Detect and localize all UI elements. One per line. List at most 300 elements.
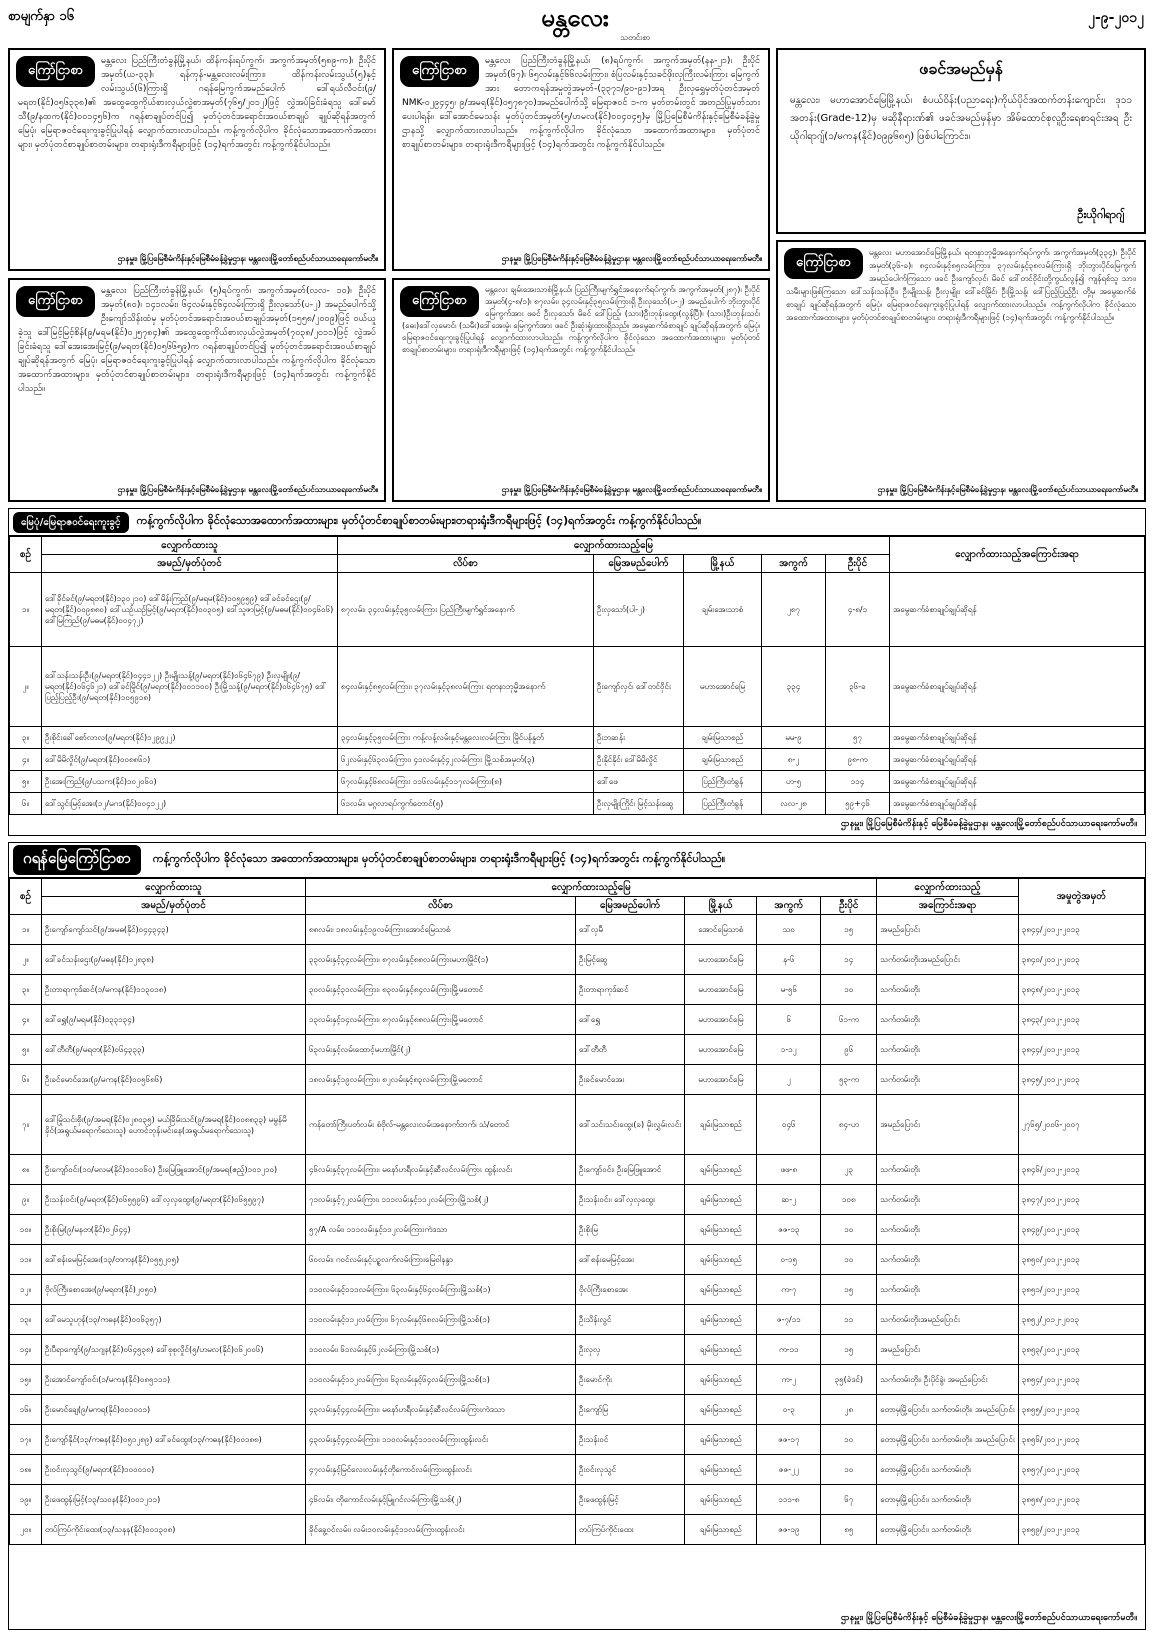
cell-addr: ၆၁လမ်း၊ မဂ္ဂလာရပ်ကွက်တောင်(၅) — [338, 793, 594, 815]
cell-block: က-၂ — [757, 1365, 821, 1395]
cell-township: ချမ်းမြသာစည် — [685, 1095, 757, 1155]
notice-signature: ဌာနမှူး၊ မြို့ပြမြေစီမံကိန်းနှင့်မြေစီမံခန့်ခွဲမှုဌာန၊ မန္တလေးမြို့တော်စည်ပင်သာယာရေးကော်မတီ။ — [501, 485, 762, 494]
cell-owner: ဒေါ်သင်းသင်းထွေး(ခ) မိုးလွှမ်းလင်း — [576, 1095, 685, 1155]
cell-no: ၁။ — [10, 573, 42, 647]
cell-no: ၁၅။ — [10, 1365, 42, 1395]
col-header-plot: ဦးပိုင် — [821, 897, 877, 915]
cell-file: ၃၈၅၂/၂၀၁၂-၂၀၁၃ — [1018, 1305, 1144, 1335]
table-row — [10, 793, 1145, 815]
cell-reason: တောမှမြို့ပြောင်း၊ သက်တမ်းတိုး — [877, 1455, 1019, 1485]
table-row — [10, 1245, 1145, 1275]
cell-file: ၃၈၅၄/၂၀၁၂-၂၀၁၃ — [1018, 1365, 1144, 1395]
cell-no: ၁၀။ — [10, 1215, 42, 1245]
cell-addr: ခိုင်ခွေ့ဝင်လမ်း၊ လမ်း၁၀လမ်းနှင့်၁၁လမ်းကြားထွန်းလင်း — [306, 1515, 576, 1545]
cell-township: မဟာအောင်မြေ — [684, 647, 762, 727]
map-copy-table — [9, 536, 1145, 815]
cell-addr: ၄၇လမ်းနှင့်မြင်လေးလမ်းနှင့်တိုကောင်လမ်းကြားထွန်းလင်း — [306, 1455, 576, 1485]
notice-signature: ဌာနမှူး၊ မြို့ပြမြေစီမံကိန်းနှင့်မြေစီမံခန့်ခွဲမှုဌာန၊ မန္တလေးမြို့တော်စည်ပင်သာယာရေးကော်မတီ။ — [877, 485, 1138, 494]
notice-box-4 — [392, 278, 770, 502]
cell-plot: ၄-၈/၁ — [826, 573, 890, 647]
cell-no: ၆။ — [10, 793, 42, 815]
cell-township: ချမ်းမြသာစည် — [685, 1275, 757, 1305]
cell-plot: ၆၇ — [821, 1485, 877, 1515]
cell-applicant: ဦးစိုးမြ(၉/မနတ(နိုင်)၀၂၆၄၄) — [42, 1215, 306, 1245]
cell-no: ၁၄။ — [10, 1335, 42, 1365]
cell-block: ၂ — [757, 1065, 821, 1095]
cell-file: ၃၈၅၆/၂၀၁၂-၂၀၁၃ — [1018, 1425, 1144, 1455]
col-header-owner: မြေအမည်ပေါက် — [576, 897, 685, 915]
cell-reason: တောမှမြို့ပြောင်း၊ သက်တမ်းတိုး၊ အမည်ပြောင်း — [877, 1395, 1019, 1425]
cell-applicant: ဒေါ်သန်းသန်းဦး(၉/မရတ(နိုင်)၀၄၄၁၂၂) ဦးမျိုးသန့်(၉/မရတ(နိုင်)၀၆၄၆၇၉) ဦးလှမျိုး(၉/မရတ(နိုင်)၀၆၄၆၂၁) ဒေါ်ခင်မြိုင်(၉/မရတ(နိုင်)၀၀၁၁၀၀) ဦးမြို့သန့်(၉/မရတ(နိုင်)၀၆၄၆၇၅) ဒေါ်ပြည့်ပြည့်ဦး(၉/မရတ(နိုင်)၁၀၅၉၁၈) — [42, 647, 338, 727]
cell-no: ၈။ — [10, 1155, 42, 1185]
col-header-block: အကွက် — [757, 897, 821, 915]
cell-block: ဝ-၁၅ — [757, 1245, 821, 1275]
table-row — [10, 975, 1145, 1005]
cell-township: ချမ်းမြသာစည် — [685, 1365, 757, 1395]
cell-addr: ၄၆လမ်းနှင့်၃၇လမ်းကြား၊ မနော်ဟရီလမ်းနှင့်ဆီလင်လမ်းကြား ထွန်းလင်း — [306, 1155, 576, 1185]
cell-township: ချမ်းမြသာစည် — [685, 1155, 757, 1185]
col-header-applicant: လျှောက်ထားသူ — [42, 537, 338, 555]
notice-box-1 — [8, 48, 386, 271]
masthead-logo — [500, 2, 650, 40]
col-header-reason-sub: အကြောင်းအရာ — [877, 897, 1019, 915]
cell-block: န-၆ — [757, 945, 821, 975]
col-header-file: အမှုတွဲအမှတ် — [1018, 879, 1144, 915]
cell-no: ၁၇။ — [10, 1425, 42, 1455]
cell-addr: ၄၆လမ်း၊ တိုကောင်လမ်းနှင့်မြူဂင်လမ်းကြားမြို့သစ်(၂) — [306, 1485, 576, 1515]
section-banner: ကန့်ကွက်လိုပါက ခိုင်လုံသောအထောက်အထားများ၊ မှတ်ပုံတင်စာချုပ်စာတမ်းများ၊တရားရုံးဒီကရီများဖြင့် (၁၄)ရက်အတွင်း ကန့်ကွက်နိုင်ပါသည်။ — [136, 514, 702, 527]
cell-block: ဇဇ-၁၇ — [757, 1425, 821, 1455]
table-row — [10, 1095, 1145, 1155]
cell-plot: ၅၃-က — [821, 1065, 877, 1095]
cell-no: ၄။ — [10, 1005, 42, 1035]
cell-applicant: ဦးတာရာကုဒ်ဆင်(၁/မကန(နိုင်)၁၁၃၀၁၈) — [42, 975, 306, 1005]
cell-addr: ၆၃လမ်းနှင့်လမ်းထောင့်မဟာမြိုင်(၂) — [306, 1035, 576, 1065]
cell-addr: ၄၃လမ်းနှင့်၄၄လမ်းကြား၊ ၁၁၀လမ်းနှင့်၁၁၁လမ်းကြားထွန်းလင်း — [306, 1425, 576, 1455]
cell-block: ဇဇ-၁၉ — [757, 1515, 821, 1545]
cell-no: ၁၉။ — [10, 1485, 42, 1515]
cell-file: ၃၈၄၄/၂၀၁၂-၂၀၁၃ — [1018, 1035, 1144, 1065]
cell-file: ၃၈၅၈/၂၀၁၂-၂၀၁၃ — [1018, 1485, 1144, 1515]
cell-applicant: ဒေါ်မေသူဟုန်(၁၃/ကဓန(နိုင်)၀၀၆၃၅၇) — [42, 1305, 306, 1335]
cell-applicant: တပ်ကြပ်ကိုင်းထေး(၁၃/သနန(နိုင်)၀၀၁၃၀၈) — [42, 1515, 306, 1545]
cell-reason: သက်တမ်းတိုး — [877, 1215, 1019, 1245]
cell-block: လလ-၂၈ — [762, 793, 826, 815]
table-row — [10, 749, 1145, 771]
col-header-owner: မြေအမည်ပေါက် — [594, 555, 684, 573]
cell-township: ချမ်းမြသာစည် — [685, 1335, 757, 1365]
cell-plot: ၃၆-ခ — [826, 647, 890, 727]
cell-owner: ဦးစိုးမြ — [576, 1215, 685, 1245]
cell-owner: ဦးသိန်းလွင် — [576, 1305, 685, 1335]
cell-addr: ၃၃လမ်းနှင့်၃၄လမ်းကြား၊ ၈၇လမ်းနှင့်၈၈လမ်းကြားမဟာမြိုင်(၁) — [306, 945, 576, 975]
cell-township: ချမ်းမြသာစည် — [685, 1395, 757, 1425]
table-row — [10, 1065, 1145, 1095]
col-header-plot: ဦးပိုင် — [826, 555, 890, 573]
cell-no: ၆။ — [10, 1065, 42, 1095]
cell-applicant: ဒေါ်တီတီ(၉/မရတ(နိုင်)၀၆၄၃၃၃) — [42, 1035, 306, 1065]
notice-label: ကြော်ငြာစာ — [16, 286, 95, 317]
table-row — [10, 1335, 1145, 1365]
cell-plot: ၈၅ — [821, 1515, 877, 1545]
cell-owner: ဦးလှမျိုးကြိုင်၊ မြင့်သန်းဆွေ — [594, 793, 684, 815]
table-row — [10, 1275, 1145, 1305]
masthead-title: မန္တလေး — [541, 3, 609, 32]
cell-file: ၃၈၅၉/၂၀၁၂-၂၀၁၃ — [1018, 1515, 1144, 1545]
cell-addr: ၈၄လမ်းနှင့်၈၅လမ်းကြား၊ ၃၇လမ်းနှင့်၃၈လမ်းကြား ရတနာဘုမ္မိအနောက် — [338, 647, 594, 727]
cell-applicant: ဦးပီရာကျော်(၉/သဂျန(နိုင်)၀၆၄၅၃၈) ဒေါ်စုစုလှိုင်(၅/ဟမလ(နိုင်)၀၆၂၀၀၆) — [42, 1335, 306, 1365]
cell-applicant: ဦးဖေထွန်းမြင့်(၁၃/သဝန(နိုင်)၀၀၁၂၁၁) — [42, 1485, 306, 1515]
cell-owner: ဦးလှသော်(ပါ-၂) — [594, 573, 684, 647]
cell-township: ပြည်ကြီးတံခွန် — [684, 771, 762, 793]
col-header-land: လျှောက်ထားသည့်မြေ — [306, 879, 877, 897]
cell-file: ၂၇၆၅/၂၀၀၆-၂၀၀၇ — [1018, 1095, 1144, 1155]
cell-reason: အမွေဆက်ခံစာချုပ်ချုပ်ဆိုရန် — [890, 793, 1145, 815]
section-banner: ကန့်ကွက်လိုပါက ခိုင်လုံသော အထောက်အထားများ၊ မှတ်ပုံတင်စာချုပ်စာတမ်းများ၊ တရားရုံးဒီကရီများဖြင့် (၁၄)ရက်အတွင်း ကန့်ကွက်နိုင်ပါသည်။ — [152, 852, 726, 865]
cell-no: ၁၃။ — [10, 1305, 42, 1335]
col-header-land: လျှောက်ထားသည့်မြေ — [338, 537, 890, 555]
cell-reason: သက်တမ်းတိုးအမည်ပြောင်း — [877, 1305, 1019, 1335]
table-row — [10, 1185, 1145, 1215]
cell-applicant: ဦးသန်းဝင်း(၉/မရတ(နိုင်)၀၆၅၅၉၆) ဒေါ်လှလှထွေး(၉/မရတ(နိုင်)၀၆၅၅၉၇) — [42, 1185, 306, 1215]
notice-text: မန္တလေး ချမ်းအေးသာစံမြို့နယ်၊ ပြည်ကြီးမျက်ရွှင်အနောက်ရပ်ကွက်၊ အကွက်အမှတ်(၂၈၇)၊ ဦးပိုင်အမှတ်(၄-၈/၁)၊ ၈၇လမ်း၊ ၃၄လမ်းနှင့်၃၅လမ်းကြားရှိ ဦးလှသော်(ပ-၂) အမည်ပေါက် ဘိုးဘွားပိုင်မြေကွက်အား ဖခင် ဦးလှသော်၊ မိခင် ဒေါ်ပြည့်၊ (သား)ဦးဘုန်းထွေး(လွန်ပြီ)၊ (သား)ဦးဘုန်းသင်၊ (ဓေး)ဒေါ်လှမောင်၊ (သမီး)ဒေါ်အေးမှုံ၊ မြေကွက်အား ဖခင် ဦးဆုံးရှုံးထားရှိသည်။ အမွေဆက်ခံစာချုပ် ချုပ်ဆိုရန်အတွက် မြေပုံ၊ မြေရာဇဝင်ရေးကူးခွင့်ပြုပါရန် လျှောက်ထားလာပါသည်။ ကန့်ကွက်လိုပါက ခိုင်လုံသော အထောက်အထားများ၊ မှတ်ပုံတင်စာချုပ်စာတမ်းများ၊ တရားရုံးဒီကရီများဖြင့် (၁၄)ရက်အတွင်း ကန့်ကွက်နိုင်ပါသည်။ — [402, 285, 760, 354]
cell-file: ၃၈၅၇/၂၀၁၂-၂၀၁၃ — [1018, 1455, 1144, 1485]
cell-no: ၁၆။ — [10, 1395, 42, 1425]
notice-signature: ဌာနမှူး၊ မြို့ပြမြေစီမံကိန်းနှင့်မြေစီမံခန့်ခွဲမှုဌာန၊ မန္တလေးမြို့တော်စည်ပင်သာယာရေးကော်မတီ။ — [117, 254, 378, 263]
table-row — [10, 1485, 1145, 1515]
col-header-address: လိပ်စာ — [306, 897, 576, 915]
cell-plot: ၅၉+၄၆ — [826, 793, 890, 815]
cell-file: ၃၈၄၄/၂၀၁၂-၂၀၁၃ — [1018, 915, 1144, 945]
cell-reason: သက်တမ်းတိုး — [877, 975, 1019, 1005]
cell-plot: ၁၅ — [821, 1275, 877, 1305]
cell-file: ၃၈၅၀/၂၀၁၂-၂၀၁၃ — [1018, 1245, 1144, 1275]
notice-label: ကြော်ငြာစာ — [16, 56, 95, 87]
section-tag: ဂရန်မြေကြော်ငြာစာ — [13, 845, 141, 875]
cell-plot: ၉၆ — [821, 1035, 877, 1065]
table-row — [10, 915, 1145, 945]
table-row — [10, 1365, 1145, 1395]
table-row — [10, 1155, 1145, 1185]
notice-signature: ဌာနမှူး၊ မြို့ပြမြေစီမံကိန်းနှင့်မြေစီမံခန့်ခွဲမှုဌာန၊ မန္တလေးမြို့တော်စည်ပင်သာယာရေးကော်မတီ။ — [501, 254, 762, 263]
cell-block: က-၁၁ — [757, 1335, 821, 1365]
cell-no: ၁၂။ — [10, 1275, 42, 1305]
cell-block: ၁၁၁-၈ — [757, 1485, 821, 1515]
section-tag: မြေပုံ/မြေရာဇဝင်ရေးကူးခွင့် — [13, 512, 129, 533]
notice-text: မန္တလေး ပြည်ကြီးတံခွန်မြို့နယ်၊ (၈)ရပ်ကွက်၊ အကွက်အမှတ်(နန-၂၁)၊ ဦးပိုင်အမှတ်(၆၇)၊ ၆၅လမ်းနှင့်၆၆လမ်းကြား၊ စံပြလမ်းနှင့်သခင်ဖိုးလှကြီးလမ်းကြား မြေကွက်အား တောကရန်အမှုတွဲအမှတ်-(၃၃၇၁/၉၀-၉၁)အရ ဦးလှရွှေမှတ်ပုံတင်အမှတ် NMK-၀၂၉၄၄၅၊ ၉/အမရ(နိုင်)၀၅၇၈၇၀)အမည်ပေါက်သို့ မြေရာဇဝင် ၁-က မှတ်တမ်းတွင် အတည်ပြုမှတ်သားပေးပါရန်။ ဒေါ်အောင်မေသန်း မှတ်ပုံတင်အမှတ်(၅/ဟမလ(နိုင်)၀၀၄၀၄၅)မှ မြို့ပြမြေစီမံကိန်းနှင့်မြေစီမံခန့်ခွဲမှုဌာနသို့ လျှောက်ထားလာပါသည်။ ကန့်ကွက်လိုပါက ခိုင်လုံသော အထောက်အထားများ၊ မှတ်ပုံတင်စာချုပ်စာတမ်းများ၊ တရားရုံးဒီကရီများဖြင့် (၁၄)ရက်အတွင်း ကန့်ကွက်နိုင်ပါသည်။ — [402, 56, 760, 150]
cell-applicant: ဒေါ်ရွှေ(၉/မရမ(နိုင်)၀၃၃၁၃၄) — [42, 1005, 306, 1035]
cell-plot: ၁၀ — [821, 1425, 877, 1455]
cell-township: မဟာအောင်မြေ — [685, 975, 757, 1005]
cell-township: မဟာအောင်မြေ — [685, 945, 757, 975]
cell-applicant: ဒေါ်ခိုင်ခင်(၉/မရတ(နိုင်)၁၃၀၂၁၀) ဒေါ်မိန်းကြည်(၉/မရမ(နိုင်)၁၀၅၉၅၉) ဒေါ်ခင်ခင်ဌေး(၉/မရတ(နိုင်)၀၀၉၈၈၀) ဒေါ်ယဉ်ယဉ်မြင့်(၉/မရတ(နိုင်)၀၀၃၀၅) ဒေါ်သူဇာမြင့်(၉/မဓမ(နိုင်)၀၀၄၆၀၆) ဒေါ်မြကြည်(၉/မဓမ(နိုင်)၀၀၄၇၂) — [42, 573, 338, 647]
cell-plot: ၁၀ — [821, 975, 877, 1005]
page-number: စာမျက်နှာ ၁၆ — [8, 9, 75, 24]
cell-township: ပြည်ကြီးတံခွန် — [684, 793, 762, 815]
cell-reason: အမည်ပြောင်း — [877, 1095, 1019, 1155]
cell-file: ၃၈၄၈/၂၀၁၂-၂၀၁၃ — [1018, 975, 1144, 1005]
cell-block: ၈-၂ — [762, 749, 826, 771]
cell-applicant: ဦးအောင်ကျော်ဝင်း(၁/မကန(နိုင်)၀၈၅၁၁၁) — [42, 1365, 306, 1395]
cell-addr: ၁၃လမ်းနှင့်၁၄လမ်းကြား၊ ၈၇လမ်းနှင့်၈၈လမ်းကြားမြို့မတောင် — [306, 1005, 576, 1035]
cell-block: ၁-၁၂ — [757, 1035, 821, 1065]
cell-block: ဝ-၃ — [757, 1395, 821, 1425]
cell-owner: ဦးသန်းဝင် — [576, 1425, 685, 1455]
cell-reason: အမည်ပြောင်း — [877, 915, 1019, 945]
cell-block: သဝ — [757, 915, 821, 945]
cell-file: ၃၈၅၃/၂၀၁၂-၂၀၁၃ — [1018, 1335, 1144, 1365]
col-header-applicant-sub: အမည်/မှတ်ပုံတင် — [42, 555, 338, 573]
cell-block: ဇဇ-၁၃ — [757, 1215, 821, 1245]
cell-reason: တောမှမြို့ပြောင်း၊ သက်တမ်းတိုး — [877, 1485, 1019, 1515]
cell-owner: ဦးဝင်းလှသွင် — [576, 1455, 685, 1485]
cell-addr: ၁၈လမ်းနှင့်၁၉လမ်းကြား၊ ၈၂လမ်းနှင့်၈၃လမ်းကြားမြို့မတောင် — [306, 1065, 576, 1095]
cell-applicant: ဦးကျော်နိုင်(၁၃/ကဓန(နိုင်)၀၅၁၂၈၉) ဒေါ်ခင်ထွေး(၁၃/ကဓန(နိုင်)၀၀၁၈၈) — [42, 1425, 306, 1455]
cell-township: ချမ်းမြသာစည် — [685, 1185, 757, 1215]
cell-township: ချမ်းမြသာစည် — [685, 1485, 757, 1515]
notice-signature: ဌာနမှူး၊ မြို့ပြမြေစီမံကိန်းနှင့်မြေစီမံခန့်ခွဲမှုဌာန၊ မန္တလေးမြို့တော်စည်ပင်သာယာရေးကော်မတီ။ — [117, 485, 378, 494]
cell-reason: သက်တမ်းတိုး — [877, 1155, 1019, 1185]
cell-owner: ဦးခင်မောင်အေး — [576, 1065, 685, 1095]
cell-applicant: ဦးခင်မောင်အေး(၉/မကန(နိုင်)၀၀၅၆၈၆) — [42, 1065, 306, 1095]
cell-township: ချမ်းမြသာစည် — [684, 727, 762, 749]
cell-owner: ဦးမြင့်ဆွေ — [576, 945, 685, 975]
cell-applicant: ဦးအေးကြည်(၉/ပသက(နိုင်)၁၀၂၀၆၀) — [42, 771, 338, 793]
cell-addr: ၈၇လမ်း၊ ၃၄လမ်းနှင့်၃၅လမ်းကြား ပြည်ကြီးမျက်ရွှင်အနောက် — [338, 573, 594, 647]
page-date: ၂-၉-၂၀၁၂ — [1088, 10, 1144, 26]
cell-owner: ဦးကျော်ဝင်း၊ ဦးမြေဖြူအောင် — [576, 1155, 685, 1185]
cell-no: ၇။ — [10, 1095, 42, 1155]
table-row — [10, 1395, 1145, 1425]
cell-no: ၁။ — [10, 915, 42, 945]
cell-block: ဇ-၇/၁၁ — [757, 1305, 821, 1335]
cell-addr: ၆၀လမ်း၊ ဂဝင်လမ်းနှင့်ပဉ္စလက်လမ်းကြားမြေဝါနန္ဒာ — [306, 1245, 576, 1275]
cell-plot: ၁၀ — [821, 1215, 877, 1245]
notice-box-3 — [8, 278, 386, 502]
cell-addr: ၈၈လမ်း၊ ၁၈လမ်းနှင့်၁၉လမ်းကြားအောင်မြေသာစံ — [306, 915, 576, 945]
cell-reason: သက်တမ်းတိုးအမည်ပြောင်း — [877, 945, 1019, 975]
cell-owner: ဦးမောင်ကိုး — [576, 1365, 685, 1395]
cell-block: မ-၅၆ — [757, 975, 821, 1005]
cell-owner: ဦးကျော်လှင်၊ ဒေါ်တင်ဝိုင်း — [594, 647, 684, 727]
cell-owner: ဒေါ်ဖေ — [594, 771, 684, 793]
cell-addr: ၁၁၀လမ်း၊ ၆၁လမ်းနှင့်၆၂လမ်းကြားမြို့သစ်(၁) — [306, 1335, 576, 1365]
cell-owner: ဒေါ်စန်းမေမြင့်အေး — [576, 1245, 685, 1275]
cell-file: ၃၈၄၃/၂၀၁၂-၂၀၁၃ — [1018, 1005, 1144, 1035]
cell-plot: ၆၁-က — [821, 1005, 877, 1035]
cell-township: မဟာအောင်မြေ — [685, 1005, 757, 1035]
cell-applicant: ဦးစိုင်းခေါ်စော်လာလ(၉/မရတ(နိုင်)၁၂၉၉၂၂) — [42, 727, 338, 749]
col-header-no: စဉ် — [10, 537, 42, 573]
cell-township: ချမ်းအေးသာစံ — [684, 573, 762, 647]
notice-text: မန္တလေး၊ မဟာအောင်မြေမြို့နယ်၊ စံပယ်ဝိန်း(ပညာရေး)ကိုယ်ပိုင်အထက်တန်းကျောင်း၊ ဒု၁၁ အတန်း(Grade-12)မှ မဆိုနီရားဏ်၏ ဖခင်အမည်မှန်မှာ အိမ်ထောင်စုလူဦးရေစာရင်းအရ ဦးယိုဂါရာဂျ်(၁/မကန(နိုင်)၀၉၉၆၈၅) ဖြစ်ပါကြောင်း။ — [790, 95, 1132, 142]
cell-file: ၃၈၅၁/၂၀၁၂-၂၀၁၃ — [1018, 1275, 1144, 1305]
table-row — [10, 1425, 1145, 1455]
col-header-township: မြို့နယ် — [684, 555, 762, 573]
cell-owner: ဦးတာရာကုဒ်ဆင် — [576, 975, 685, 1005]
cell-block: မမ-၉ — [762, 727, 826, 749]
cell-applicant: ဦးကျော်ကျော်သင်(၉/အမဓ(နိုင်)၀၄၄၃၄၃) — [42, 915, 306, 945]
cell-owner: ဒေါ်လှမီ — [576, 915, 685, 945]
col-header-reason: လျှောက်ထားသည့် — [877, 879, 1019, 897]
table-row — [10, 1305, 1145, 1335]
cell-township: ချမ်းမြသာစည် — [685, 1305, 757, 1335]
cell-plot: ၂၃ — [821, 1155, 877, 1185]
cell-reason: သက်တမ်းတိုး — [877, 1185, 1019, 1215]
cell-block: ဇဇ-၂၂ — [757, 1455, 821, 1485]
cell-no: ၂။ — [10, 945, 42, 975]
cell-reason: သက်တမ်းတိုး — [877, 1065, 1019, 1095]
cell-reason: တောမှမြို့ပြောင်း၊ သက်တမ်းတိုး၊ အမည်ပြောင်း — [877, 1425, 1019, 1455]
cell-owner: ဦးဘဆန်း — [594, 727, 684, 749]
cell-reason: သက်တမ်းတိုး — [877, 1275, 1019, 1305]
cell-no: ၄။ — [10, 749, 42, 771]
cell-plot: ၁၅ — [821, 915, 877, 945]
table-row — [10, 1035, 1145, 1065]
cell-plot: ၁၀ — [821, 1245, 877, 1275]
cell-plot: ၁၁၄ — [826, 771, 890, 793]
cell-plot: ၁၁ — [821, 1305, 877, 1335]
cell-applicant: ဦးမောင်ချေ(၉/မကရ(နိုင်)၀၀၁၀၀၁) — [42, 1395, 306, 1425]
cell-block: ဆ-၂ — [757, 1185, 821, 1215]
cell-addr: ၄၃လမ်းနှင့်၄၄လမ်းကြား၊ မနော်ဟရီလမ်းနှင့်ဆီလင်လမ်းကြားကဲဒသာ — [306, 1395, 576, 1425]
cell-applicant: ဗိုလ်ကြီးစောအေး(၉/မရတ(နိုင်)၂၀၅၀) — [42, 1275, 306, 1305]
cell-township: ချမ်းမြသာစည် — [684, 749, 762, 771]
table-row — [10, 945, 1145, 975]
table-row — [10, 573, 1145, 647]
cell-reason: သက်တမ်းတိုး — [877, 1005, 1019, 1035]
cell-addr: ၅၇/A လမ်း၊ ၁၁၁လမ်းနှင့်၁၁၂လမ်းကြားကဲဒသာ — [306, 1215, 576, 1245]
col-header-applicant-sub: အမည်/မှတ်ပုံတင် — [42, 897, 306, 915]
cell-owner: ဦးကျော်မြ — [576, 1395, 685, 1425]
table-row — [10, 1455, 1145, 1485]
table-row — [10, 727, 1145, 749]
cell-owner: ဦးလှလှ — [576, 1335, 685, 1365]
cell-reason: သက်တမ်းတိုး — [877, 1245, 1019, 1275]
cell-no: ၁၈။ — [10, 1455, 42, 1485]
cell-plot: ၁၀၈ — [821, 1185, 877, 1215]
cell-block: က-၇ — [757, 1275, 821, 1305]
cell-no: ၂။ — [10, 647, 42, 727]
col-header-block: အကွက် — [762, 555, 826, 573]
col-header-applicant: လျှောက်ထားသူ — [42, 879, 306, 897]
notice-text: မန္တလေး ပြည်ကြီးတံခွန်မြို့နယ်၊ ထိန်ကန်းရပ်ကွက်၊ အကွက်အမှတ်(၅၈၉-က)၊ ဦးပိုင်အမှတ်(ယ-၃၃)၊ ရန်ကုန်-မန္တလေးလမ်းကြား၊ ထိန်ကန်းလမ်းသွယ်(၅)နှင့်လမ်းသွယ်(၆)ကြားရှိ ဂရန်မြေကွက်အမည်ပေါက် ဒေါ်ရယ်လီဝင်း(၉/မရတ(နိုင်)၀၅၆၃၃၈)၏ အထွေထွေကိုယ်စားလှယ်လွှဲစာအမှတ်(၇၆၅/၂၀၁၂)ဖြင့် လွှဲအပ်ခြင်းခံရသူ ဒေါ်မော်သီ(၉/နထက(နိုင်)၀၀၁၄၅၆)က ဂရန်စာချုပ်တင်ပြ၍ မှတ်ပုံတင်အရောင်းအဝယ်စာချုပ် ချုပ်ဆိုရန်အတွက် မြေပုံ၊ မြေရာဇဝင်ရေးကူးခွင့်ပြုပါရန် လျှောက်ထားလာပါသည်။ ကန့်ကွက်လိုပါက ခိုင်လုံသောအထောက်အထားများ၊ မှတ်ပုံတင်စာချုပ်စာတမ်းများ၊ တရားရုံးဒီကရီများဖြင့် (၁၄)ရက်အတွင်း ကန့်ကွက်နိုင်ပါသည်။ — [18, 56, 376, 150]
table-row — [10, 1515, 1145, 1545]
cell-reason: အမွေဆက်ခံစာချုပ်ချုပ်ဆိုရန် — [890, 749, 1145, 771]
cell-block: ဝ၄၆ — [757, 1095, 821, 1155]
cell-reason: တောမှမြို့ပြောင်း၊ သက်တမ်းတိုး — [877, 1515, 1019, 1545]
cell-no: ၁၁။ — [10, 1245, 42, 1275]
cell-township: အောင်မြေသာစံ — [685, 915, 757, 945]
cell-addr: ကန်တော်ကြီးပတ်လမ်း စံဗိုလ်-မန္တလေးလမ်းအနောက်ဘက်၊ သံ/တောင် — [306, 1095, 576, 1155]
cell-applicant: ဦးကျော်ဝင်း(၁၀/မလမ(နိုင်)၁၀၁၀၆၀) ဦးမြေဖြူအောင်(၉/အမရ(ဧည့်)၁၀၁၂၁၀) — [42, 1155, 306, 1185]
col-header-no: စဉ် — [10, 879, 42, 915]
cell-no: ၃။ — [10, 727, 42, 749]
cell-addr: ၃၄လမ်းနှင့်၃၅လမ်းကြား ကန့်လန့်လမ်းနှင့်မန္တလေးလမ်းကြား မြိုင်ပန်နှုတ် — [338, 727, 594, 749]
cell-reason: အမွေဆက်ခံစာချုပ်ချုပ်ဆိုရန် — [890, 727, 1145, 749]
cell-township: ချမ်းမြသာစည် — [685, 1215, 757, 1245]
cell-no: ၉။ — [10, 1185, 42, 1215]
cell-township: ချမ်းမြသာစည် — [685, 1245, 757, 1275]
map-copy-table-section — [8, 508, 1146, 836]
cell-addr: ၃၀လမ်းနှင့်၃၁လမ်းကြား၊ ၈၃လမ်းနှင့်၈၄လမ်းကြားမြို့မတောင် — [306, 975, 576, 1005]
cell-applicant: ဒေါ်မိမိလှိုင်(၉/မရတ(နိုင်)၀၀၈၈၆၁) — [42, 749, 338, 771]
cell-applicant: ဒေါ်မြုံသင်းစိုး(၉/အမရ(နိုင်)၀၂၈၀၃၅) မယ်ခြိမ်းသင်(၉/အမရ(နိုင်)၀၀၈၈၃၃) မမွန်မိခိုင်(အရွယ်မရောက်သေးသူ) ဟောင်ဘုန်းမင်းနေ(အရွယ်မရောက်သေးသူ) — [42, 1095, 306, 1155]
cell-addr: ၇၁လမ်းနှင့်၇၂လမ်းကြား၊ ၁၁၁လမ်းနှင့်၁၁၂လမ်းကြားမြို့သစ်(၂) — [306, 1185, 576, 1215]
grant-land-table — [9, 878, 1145, 1545]
table-signature: ဌာနမှူး၊ မြို့ပြမြေစီမံကိန်းနှင့် မြေစီမံခန့်ခွဲမှုဌာန၊ မန္တလေးမြို့တော်စည်ပင်သာယာရေးကော်မတီ။ — [840, 1613, 1137, 1623]
notice-signature: ဦးယိုဂါရာဂျ် — [1077, 208, 1124, 221]
cell-addr: ၁၁၀လမ်းနှင့်၁၁၂လမ်းကြား၊ ၆၃လမ်းနှင့်၆၄လမ်းကြားမြို့သစ်(၁) — [306, 1365, 576, 1395]
table-signature: ဌာနမှူး၊ မြို့ပြမြေစီမံကိန်းနှင့် မြေစီမံခန့်ခွဲမှုဌာန၊ မန္တလေးမြို့တော်စည်ပင်သာယာရေးကော်မတီ။ — [840, 819, 1137, 829]
cell-plot: ၈၄-ဟ — [821, 1095, 877, 1155]
cell-owner: တပ်ကြပ်ကိုင်းထေး — [576, 1515, 685, 1545]
notice-label: ကြော်ငြာစာ — [400, 286, 479, 317]
cell-addr: ၆၇လမ်းနှင့်၆၈လမ်းကြား ၁၁၆လမ်းနှင့်၁၁၇လမ်းကြား(၈) — [338, 771, 594, 793]
cell-file: ၃၈၅၅/၂၀၁၂-၂၀၁၃ — [1018, 1395, 1144, 1425]
cell-owner: ဦးသန်းဝင်း၊ ဒေါ်လှလှထွေး — [576, 1185, 685, 1215]
cell-block: ၂၈၇ — [762, 573, 826, 647]
cell-block: ၆ — [757, 1005, 821, 1035]
col-header-address: လိပ်စာ — [338, 555, 594, 573]
cell-owner: ဒေါ်တီတီ — [576, 1035, 685, 1065]
table-row — [10, 1215, 1145, 1245]
cell-reason: အမွေဆက်ခံစာချုပ်ချုပ်ဆိုရန် — [890, 771, 1145, 793]
cell-applicant: ဦးဝင်းလှသွင်(၉/မရတ(နိုင်)၁၀၀၀၁၀) — [42, 1455, 306, 1485]
cell-plot: ၁၅ — [821, 1335, 877, 1365]
cell-plot: ၃၅(ခဲဒင်) — [821, 1365, 877, 1395]
notice-label: ကြော်ငြာစာ — [400, 56, 479, 87]
cell-township: မဟာအောင်မြေ — [685, 1035, 757, 1065]
cell-file: ၃၈၄၀/၂၀၁၂-၂၀၁၃ — [1018, 945, 1144, 975]
cell-plot: ၁၄ — [821, 945, 877, 975]
cell-file: ၃၈၄၆/၂၀၁၂-၂၀၁၃ — [1018, 1155, 1144, 1185]
cell-file: ၃၈၄၇/၂၀၁၂-၂၀၁၃ — [1018, 1185, 1144, 1215]
cell-plot: ၉၈-က — [826, 749, 890, 771]
father-name-notice — [776, 48, 1146, 234]
cell-no: ၂၀။ — [10, 1515, 42, 1545]
cell-reason: သက်တမ်းတိုး၊ ဦးပိုင်ခွဲ၊ အမည်ပြောင်း — [877, 1365, 1019, 1395]
cell-reason: အမွေဆက်ခံစာချုပ်ချုပ်ဆိုရန် — [890, 647, 1145, 727]
notice-text: မန္တလေး မဟာအောင်မြေမြို့နယ်၊ ရတနာဘုမ္မိအနောက်ရပ်ကွက်၊ အကွက်အမှတ်(၃၃၄)၊ ဦးပိုင်အမှတ်(၃၆-ခ)၊ ၈၄လမ်းနှင့်၈၅လမ်းကြား၊ ၃၇လမ်းနှင့်၃၈လမ်းကြားရှိ ဘိုးဘွားပိုင်မြေကွက်အမည်ပေါက်ကြသော ဖခင် ဦးကျော်လှင်၊ မိခင် ဒေါ်တင်ဝိုင်းတို့ကွယ်လွန်၍ ကျန်ရစ်သူ သား၊ သမီးများဖြစ်ကြသော ဒေါ်သန်းသန်းဦး၊ ဦးမျိုးသန့်၊ ဦးလှမျိုး၊ ဒေါ်ခင်မြိုင်၊ ဦးမြို့သန့်၊ ဒေါ်ပြည့်ပြည့်ဦး တို့မှ အမွေဆက်ခံစာချုပ် ချုပ်ဆိုရန်အတွက် မြေပုံ၊ မြေရာဇဝင်ရေးကူးခွင့်ပြုပါရန် လျှောက်ထားလာပါသည်။ ကန့်ကွက်လိုပါက ခိုင်လုံသော အထောက်အထားများ၊ မှတ်ပုံတင်စာချုပ်စာတမ်းများ၊ တရားရုံးဒီကရီများဖြင့် (၁၄)ရက်အတွင်း ကန့်ကွက်နိုင်ပါသည်။ — [786, 248, 1136, 322]
cell-township: ချမ်းမြသာစည် — [685, 1425, 757, 1455]
cell-owner: ဦးနိုင်နိုင်၊ ဒေါ်မိမိလှိုင် — [594, 749, 684, 771]
cell-applicant: ဒေါ်စန်းမေမြင့်အေး(၁၃/တကန(နိုင်)၀၅၅၂၀၅) — [42, 1245, 306, 1275]
cell-block: ဟ-၅ — [762, 771, 826, 793]
cell-plot: ၂၈ — [821, 1395, 877, 1425]
notice-label: ကြော်ငြာစာ — [784, 248, 863, 279]
table-row — [10, 647, 1145, 727]
cell-reason: သက်တမ်းတိုး — [877, 1035, 1019, 1065]
cell-owner: ဦးဖေထွန်းမြင့် — [576, 1485, 685, 1515]
col-header-township: မြို့နယ် — [685, 897, 757, 915]
table-row — [10, 771, 1145, 793]
masthead-subtitle: သတင်းစာ — [620, 33, 650, 42]
cell-owner: ဗိုလ်ကြီးစောအေး — [576, 1275, 685, 1305]
cell-township: ချမ်းမြသာစည် — [685, 1515, 757, 1545]
col-header-reason: လျှောက်ထားသည့်အကြောင်းအရာ — [890, 537, 1145, 573]
cell-township: ချမ်းမြသာစည် — [685, 1455, 757, 1485]
cell-file: ၃၈၄၅/၂၀၁၂-၂၀၁၃ — [1018, 1065, 1144, 1095]
cell-applicant: ဒေါ်ခင်သန်းဌေး(၉/မဓန(နိုင်)၁၂၈၃၈) — [42, 945, 306, 975]
cell-plot: ၅၇ — [826, 727, 890, 749]
cell-addr: ၁၁၀လမ်းနှင့်၁၁၁လမ်းကြား၊ ၆၃လမ်းနှင့်၆၄လမ်းကြားမြို့သစ်(၁) — [306, 1275, 576, 1305]
cell-file: ၃၈၄၉/၂၀၁၂-၂၀၁၃ — [1018, 1215, 1144, 1245]
cell-block: ၃၃၄ — [762, 647, 826, 727]
notice-box-2 — [392, 48, 770, 271]
cell-reason: အမည်ပြောင်း — [877, 1335, 1019, 1365]
grant-land-table-section — [8, 842, 1146, 1630]
